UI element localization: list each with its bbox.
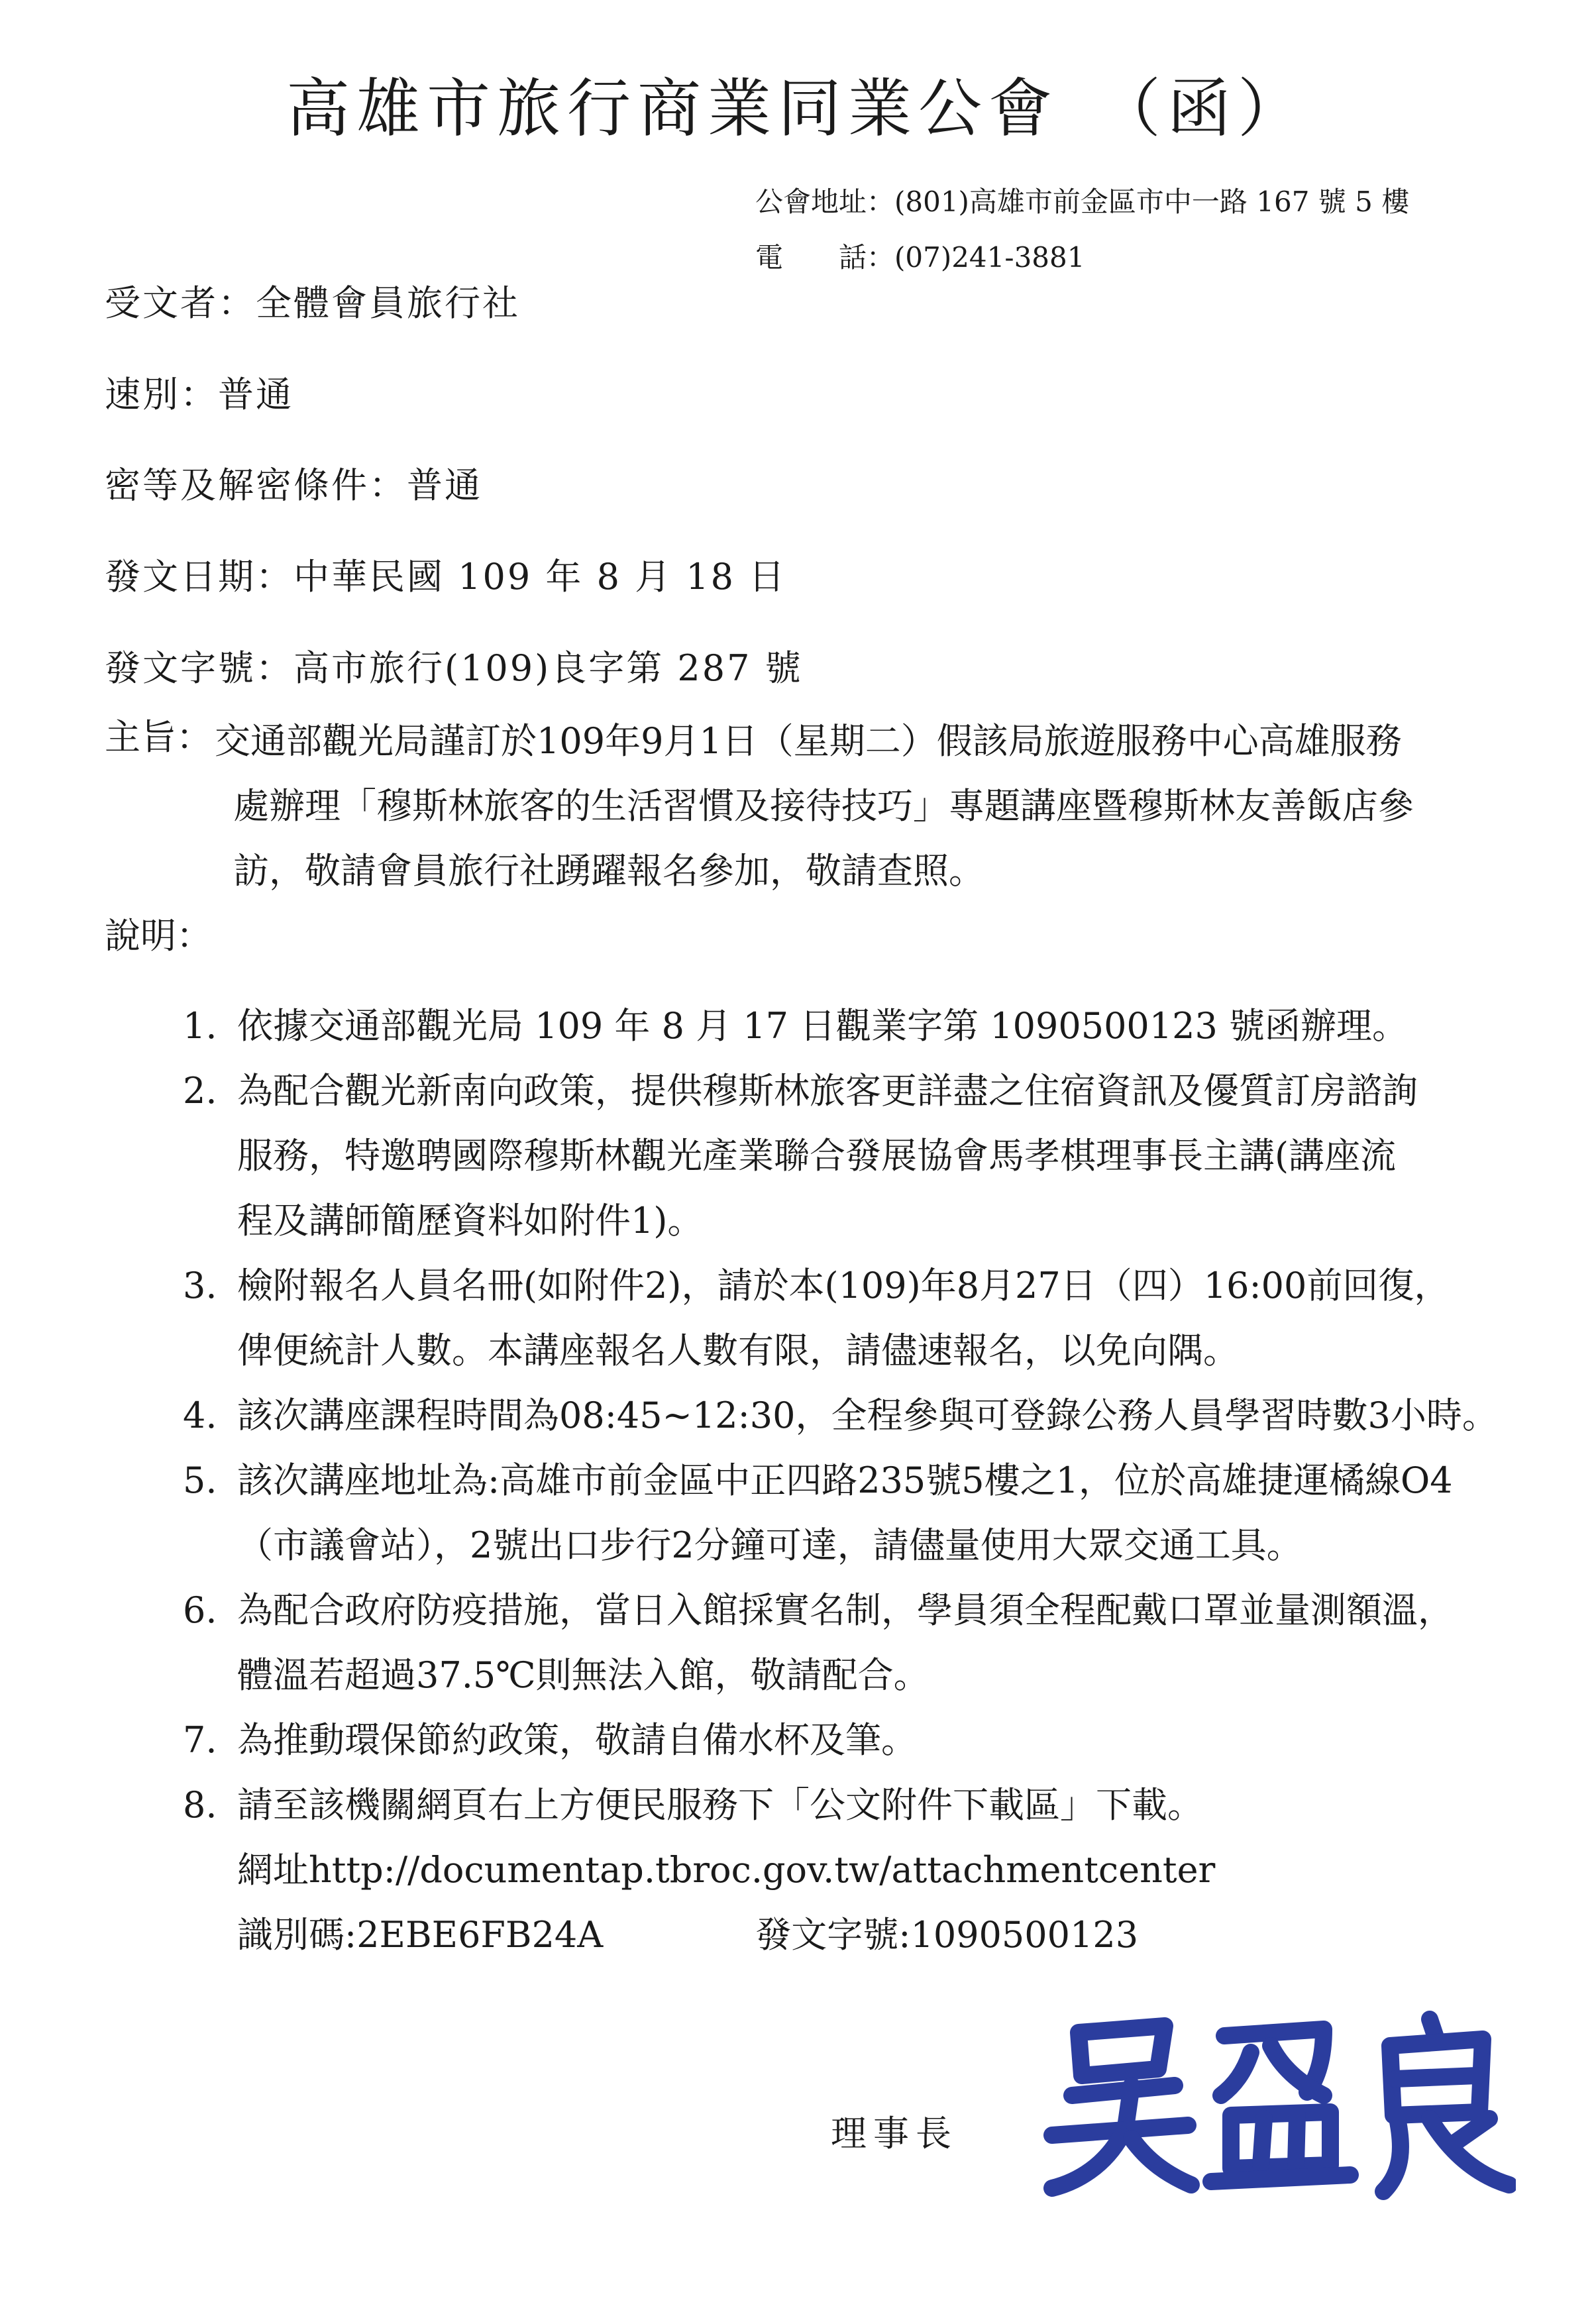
recipient-field: 受文者：全體會員旅行社 [105, 282, 520, 324]
item-line: （市議會站），2號出口步行2分鐘可達，請儘量使用大眾交通工具。 [237, 1524, 1302, 1566]
item-line: 程及講師簡歷資料如附件1)。 [237, 1200, 704, 1241]
list-item [183, 1383, 1567, 1448]
item-line: 檢附報名人員名冊(如附件2)，請於本(109)年8月27日（四）16:00前回復， [237, 1265, 1450, 1306]
doc-number-field: 發文字號：高市旅行(109)良字第 287 號 [105, 647, 803, 689]
item-line: 為配合政府防疫措施，當日入館採實名制，學員須全程配戴口罩並量測額溫， [237, 1589, 1454, 1631]
subject-text [215, 709, 1507, 904]
list-item [183, 1448, 1567, 1578]
confidentiality-field: 密等及解密條件：普通 [105, 464, 482, 506]
list-item [183, 1253, 1567, 1383]
item-line: 服務，特邀聘國際穆斯林觀光產業聯合發展協會馬孝棋理事長主講(講座流 [237, 1135, 1397, 1177]
ref-number: 發文字號:1090500123 [755, 1914, 1139, 1956]
list-item [183, 994, 1567, 1059]
item-number: 2. [183, 1070, 217, 1112]
id-code: 識別碼:2EBE6FB24A [237, 1914, 604, 1956]
list-item [183, 1059, 1567, 1253]
subject-line: 交通部觀光局謹訂於109年9月1日（星期二）假該局旅遊服務中心高雄服務 [215, 720, 1402, 762]
item-number: 6. [183, 1589, 217, 1631]
item-line: 該次講座地址為:高雄市前金區中正四路235號5樓之1，位於高雄捷運橘線O4 [237, 1459, 1453, 1501]
item-line: 為推動環保節約政策，敬請自備水杯及筆。 [237, 1719, 917, 1761]
attachment-url: 網址http://documentap.tbroc.gov.tw/attachmentcenter [237, 1849, 1216, 1891]
item-number: 1. [183, 1005, 217, 1047]
list-item [183, 1578, 1567, 1708]
chairman-label: 理事長 [831, 2113, 958, 2154]
list-item [183, 1708, 1567, 1773]
item-line: 俾便統計人數。本講座報名人數有限，請儘速報名，以免向隅。 [237, 1330, 1239, 1371]
item-line: 請至該機關網頁右上方便民服務下「公文附件下載區」下載。 [237, 1784, 1203, 1826]
item-line: 依據交通部觀光局 109 年 8 月 17 日觀業字第 1090500123 號函辦理。 [237, 1005, 1408, 1047]
explanation-label: 說明： [105, 915, 212, 957]
association-phone: 電 話：(07)241-3881 [755, 241, 1085, 274]
chairman-signature [1032, 2006, 1516, 2205]
document-title: 高雄市旅行商業同業公會 （函） [286, 72, 1308, 146]
explanation-list [183, 994, 1567, 1968]
item-number: 7. [183, 1719, 217, 1761]
item-number: 8. [183, 1784, 217, 1826]
item-line: 為配合觀光新南向政策，提供穆斯林旅客更詳盡之住宿資訊及優質訂房諮詢 [237, 1070, 1418, 1112]
subject-label: 主旨： [105, 716, 212, 758]
priority-field: 速別：普通 [105, 374, 293, 415]
item-number: 4. [183, 1395, 217, 1436]
list-item [183, 1773, 1567, 1968]
identification-line [183, 1903, 1567, 1968]
item-number: 5. [183, 1459, 217, 1501]
item-line: 體溫若超過37.5℃則無法入館，敬請配合。 [237, 1654, 930, 1696]
subject-line: 處辦理「穆斯林旅客的生活習慣及接待技巧」專題講座暨穆斯林友善飯店參 [233, 785, 1414, 827]
item-number: 3. [183, 1265, 217, 1306]
item-line: 該次講座課程時間為08:45~12:30，全程參與可登錄公務人員學習時數3小時。 [237, 1395, 1498, 1436]
issue-date-field: 發文日期：中華民國 109 年 8 月 18 日 [105, 556, 787, 598]
association-address: 公會地址：(801)高雄市前金區市中一路 167 號 5 樓 [755, 185, 1410, 218]
subject-line: 訪，敬請會員旅行社踴躍報名參加，敬請查照。 [233, 850, 984, 892]
